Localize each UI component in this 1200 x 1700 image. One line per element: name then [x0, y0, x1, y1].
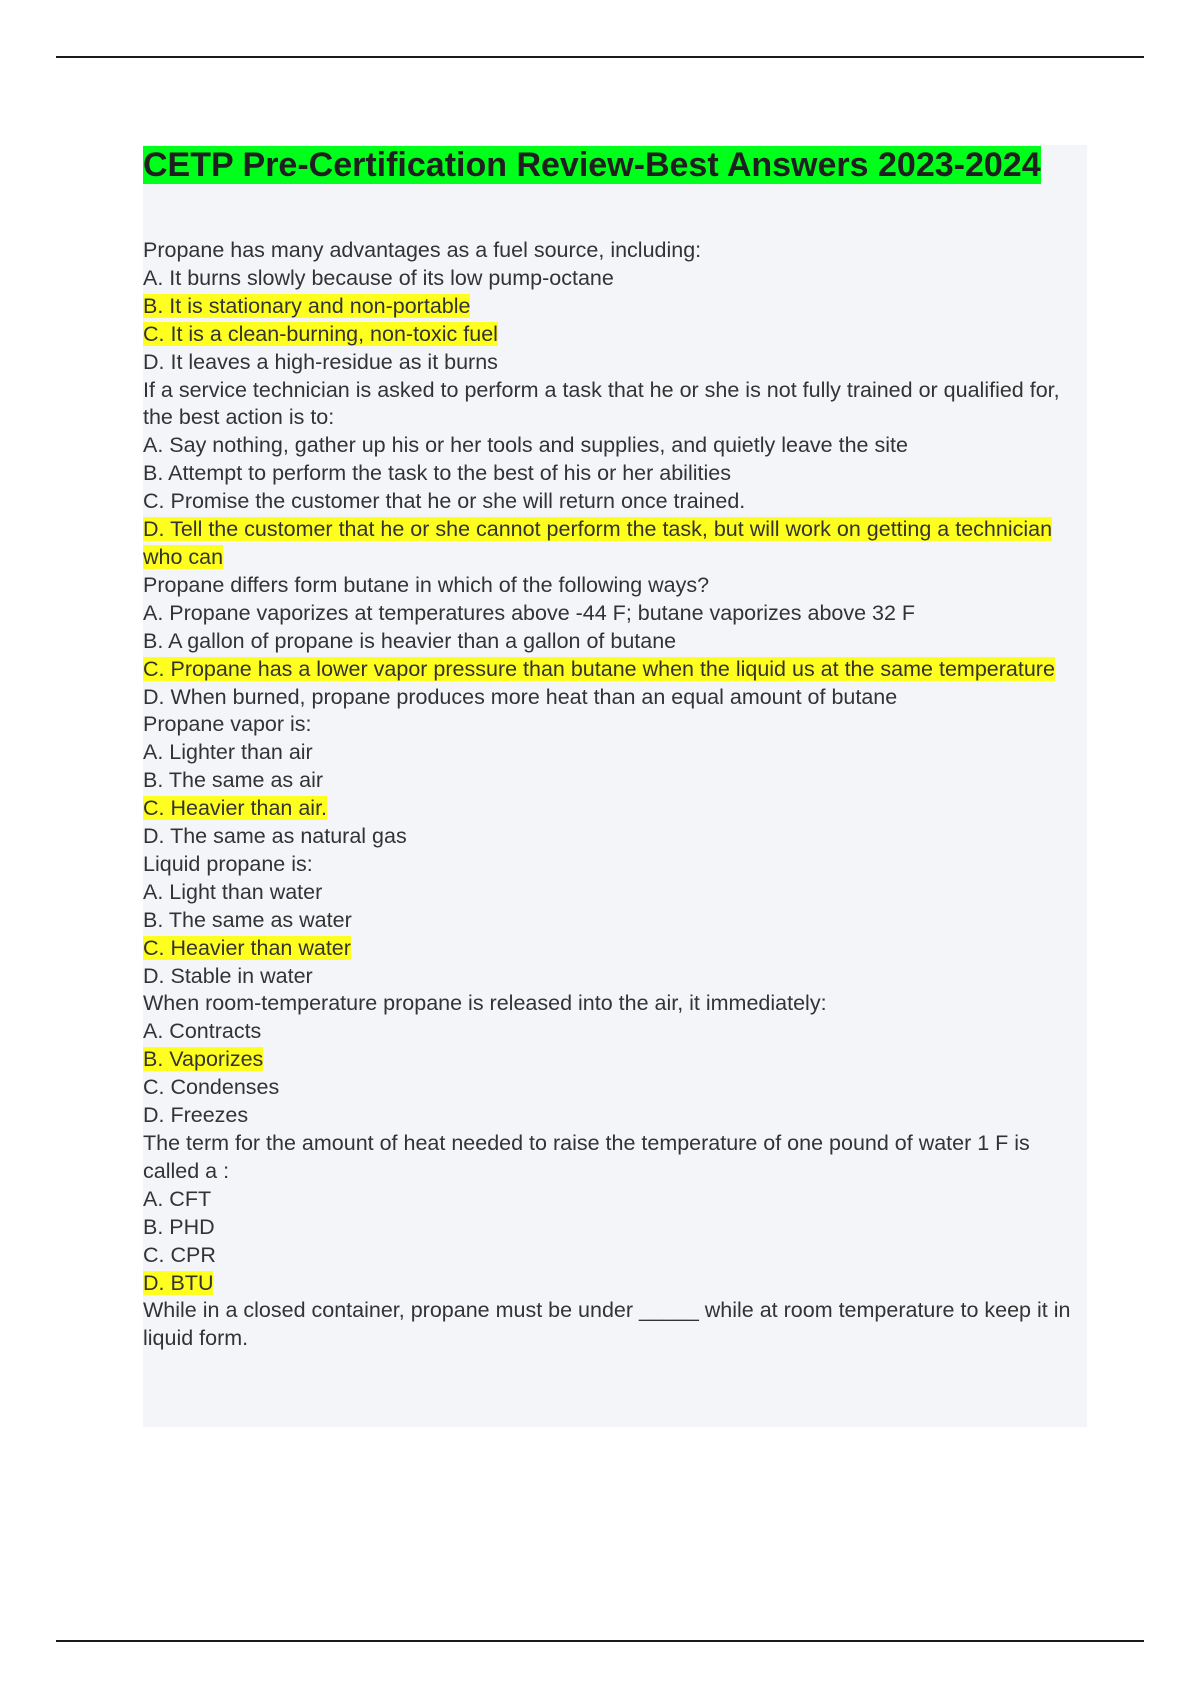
question-list [143, 237, 1087, 1353]
question-text: Propane vapor is: [143, 712, 312, 737]
question-text: When room-temperature propane is released into the air, it immediately: [143, 991, 827, 1016]
top-rule [56, 56, 1144, 58]
answer-option: D. Stable in water [143, 963, 313, 988]
answer-option-correct: B. It is stationary and non-portable [143, 293, 471, 318]
answer-option: B. Attempt to perform the task to the best of his or her abilities [143, 461, 731, 486]
question-text: While in a closed container, propane must be under _____ while at room temperature to keep it in liquid form. [143, 1298, 1071, 1351]
answer-option-correct: D. BTU [143, 1270, 214, 1295]
answer-option-correct: C. Heavier than water [143, 935, 351, 960]
question-text: Liquid propane is: [143, 851, 313, 876]
answer-option: A. Lighter than air [143, 740, 313, 765]
answer-option-correct: B. Vaporizes [143, 1047, 264, 1072]
answer-option: D. It leaves a high-residue as it burns [143, 349, 498, 374]
answer-option: A. Light than water [143, 879, 323, 904]
answer-option: C. Condenses [143, 1075, 280, 1100]
bottom-rule [56, 1640, 1144, 1642]
answer-option: B. PHD [143, 1214, 215, 1239]
answer-option: C. CPR [143, 1242, 216, 1267]
question-text: If a service technician is asked to perform a task that he or she is not fully trained or qualified for, the best action is to: [143, 377, 1060, 430]
question-text: Propane has many advantages as a fuel source, including: [143, 238, 702, 262]
answer-option: D. The same as natural gas [143, 824, 407, 849]
answer-option: B. A gallon of propane is heavier than a gallon of butane [143, 628, 677, 653]
answer-option-correct: C. Heavier than air. [143, 796, 328, 821]
answer-option: A. Contracts [143, 1019, 262, 1044]
answer-option: C. Promise the customer that he or she will return once trained. [143, 489, 746, 514]
answer-option: A. Say nothing, gather up his or her tools and supplies, and quietly leave the site [143, 433, 908, 458]
answer-option: D. Freezes [143, 1103, 249, 1128]
document-body [143, 145, 1087, 1427]
answer-option: D. When burned, propane produces more heat than an equal amount of butane [143, 684, 898, 709]
answer-option-correct: C. It is a clean-burning, non-toxic fuel [143, 321, 498, 346]
answer-option: A. It burns slowly because of its low pump-octane [143, 265, 614, 290]
answer-option-correct: C. Propane has a lower vapor pressure than butane when the liquid us at the same temperature [143, 656, 1055, 681]
question-text: Propane differs form butane in which of the following ways? [143, 572, 710, 597]
answer-option: B. The same as water [143, 907, 352, 932]
document-title: CETP Pre-Certification Review-Best Answers 2023-2024 [143, 146, 1041, 184]
question-text: The term for the amount of heat needed to raise the temperature of one pound of water 1 F is called a : [143, 1131, 1030, 1183]
answer-option: B. The same as air [143, 768, 324, 793]
answer-option-correct: D. Tell the customer that he or she cannot perform the task, but will work on getting a technician who can [143, 517, 1053, 569]
answer-option: A. CFT [143, 1186, 212, 1211]
answer-option: A. Propane vaporizes at temperatures above -44 F; butane vaporizes above 32 F [143, 600, 916, 625]
